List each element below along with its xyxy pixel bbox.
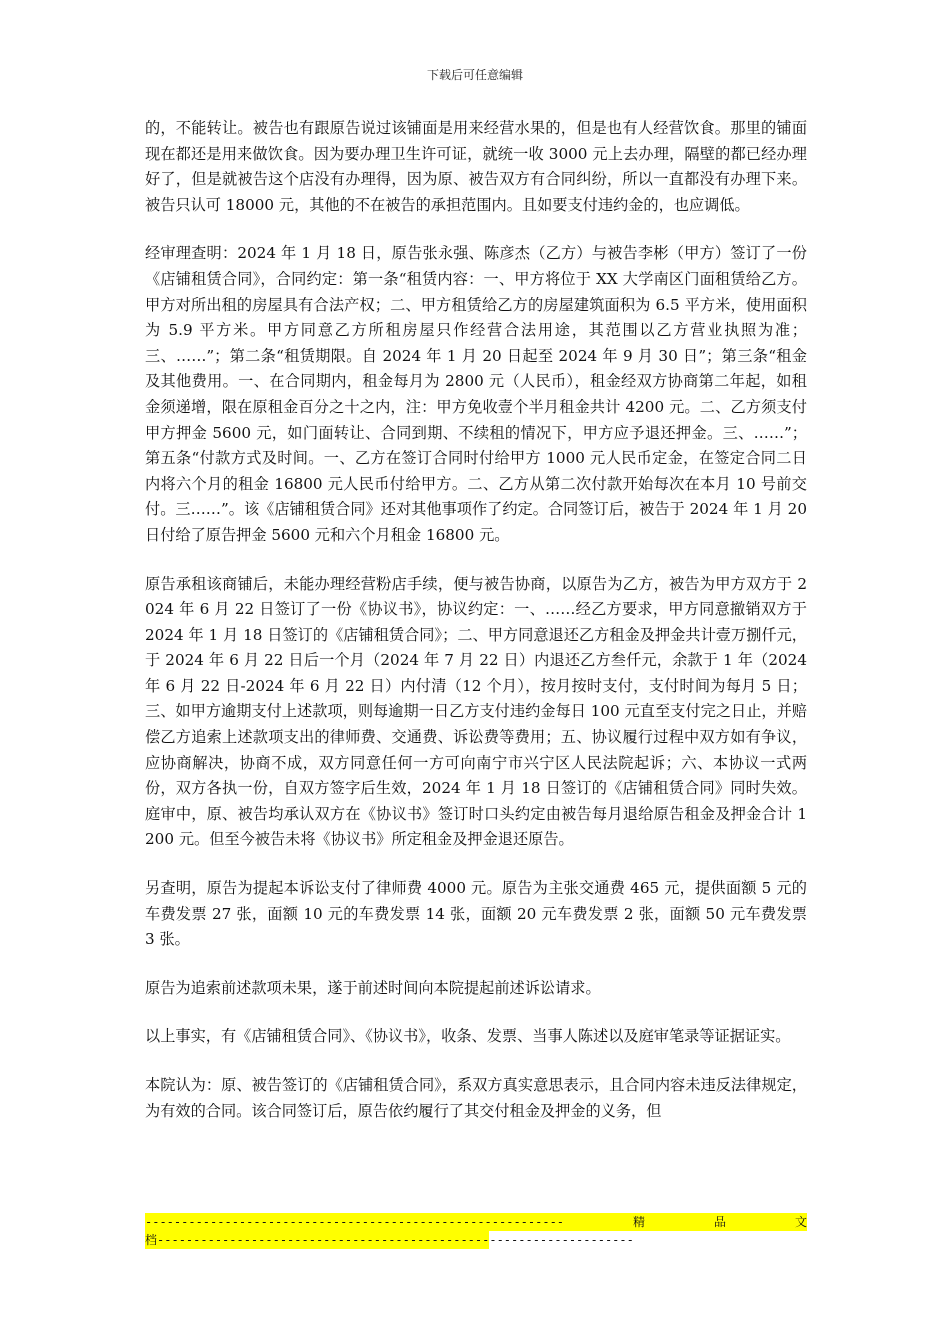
footer-char-jing: 精 <box>633 1215 646 1229</box>
footer-dashes: ---------------------------------------------------------- <box>145 1215 565 1229</box>
paragraph-evidence: 以上事实，有《店铺租赁合同》、《协议书》，收条、发票、当事人陈述以及庭审笔录等证据证实。 <box>145 1027 791 1046</box>
paragraph-facts-lease-contract: 经审理查明：2024 年 1 月 18 日，原告张永强、陈彦杰（乙方）与被告李彬（甲方）签订了一份《店铺租赁合同》，合同约定：第一条“租赁内容：一、甲方将位于 XX 大学南区门面租赁给乙方。甲方对所出租的房屋具有合法产权；二、甲方租赁给乙方的房屋建筑面积为 6.5 平方米，使用面积为 5.9 平方米。甲方同意乙方所租房屋只作经营合法用途，其范围以乙方营业执照为准；三、……”；第二条“租赁期限。自 2024 年 1 月 20 日起至 2024 年 9 月 30 日”；第三条“租金及其他费用。一、在合同期内，租金每月为 2800 元（人民币），租金经双方协商第二年起，如租金须递增，限在原租金百分之十之内，注：甲方免收壹个半月租金共计 4200 元。二、乙方须支付甲方押金 5600 元，如门面转让、合同到期、不续租的情况下，甲方应予退还押金。三、……”；第五条“付款方式及时间。一、乙方在签订合同时付给甲方 1000 元人民币定金，在签定合同二日内将六个月的租金 16800 元人民币付给甲方。二、乙方从第二次付款开始每次在本月 10 号前交付。三……”。该《店铺租赁合同》还对其他事项作了约定。合同签订后，被告于 2024 年 1 月 20 日付给了原告押金 5600 元和六个月租金 16800 元。 <box>145 244 807 544</box>
paragraph-further-findings: 另查明，原告为提起本诉讼支付了律师费 4000 元。原告为主张交通费 465 元，提供面额 5 元的车费发票 27 张，面额 10 元的车费发票 14 张，面额 20 元车费发票 2 张，面额 50 元车费发票 3 张。 <box>145 879 807 949</box>
footer-char-wen: 文 <box>794 1215 807 1229</box>
paragraph-facts-agreement: 原告承租该商铺后，未能办理经营粉店手续，便与被告协商，以原告为乙方，被告为甲方双方于 2024 年 6 月 22 日签订了一份《协议书》，协议约定：一、……经乙方要求，甲方同意撤销双方于 2024 年 1 月 18 日签订的《店铺租赁合同》；二、甲方同意退还乙方租金及押金共计壹万捌仟元，于 2024 年 6 月 22 日后一个月（2024 年 7 月 22 日）内退还乙方叁仟元，余款于 1 年（2024 年 6 月 22 日-2024 年 6 月 22 日）内付清（12 个月），按月按时支付，支付时间为每月 5 日；三、如甲方逾期支付上述款项，则每逾期一日乙方支付违约金每日 100 元直至支付完之日止，并赔偿乙方追索上述款项支出的律师费、交通费、诉讼费等费用；五、协议履行过程中双方如有争议，应协商解决，协商不成，双方同意任何一方可向南宁市兴宁区人民法院起诉；六、本协议一式两份，双方各执一份，自双方签字后生效，2024 年 1 月 18 日签订的《店铺租赁合同》同时失效。庭审中，原、被告均承认双方在《协议书》签订时口头约定由被告每月退给原告租金及押金合计 1200 元。但至今被告未将《协议书》所定租金及押金退还原告。 <box>145 574 807 849</box>
document-body <box>145 116 807 1147</box>
footer-char-pin: 品 <box>713 1215 726 1229</box>
paragraph-claim-reason: 原告为追索前述款项未果，遂于前述时间向本院提起前述诉讼请求。 <box>145 978 601 997</box>
footer-dashes-2: ------------------------------------------------------------------ <box>157 1233 634 1247</box>
footer-watermark-band <box>145 1213 807 1249</box>
footer-line-1 <box>145 1213 807 1231</box>
footer-char-dang: 档 <box>145 1233 158 1247</box>
page-header: 下载后可任意编辑 <box>426 68 523 82</box>
paragraph-defense-statement: 的，不能转让。被告也有跟原告说过该铺面是用来经营水果的，但是也有人经营饮食。那里的铺面现在都还是用来做饮食。因为要办理卫生许可证，就统一收 3000 元上去办理，隔壁的都已经办理好了，但是就被告这个店没有办理得，因为原、被告双方有合同纠纷，所以一直都没有办理下来。被告只认可 18000 元，其他的不在被告的承担范围内。且如要支付违约金的，也应调低。 <box>145 119 807 214</box>
paragraph-court-opinion: 本院认为：原、被告签订的《店铺租赁合同》，系双方真实意思表示，且合同内容未违反法律规定，为有效的合同。该合同签订后，原告依约履行了其交付租金及押金的义务，但 <box>145 1076 807 1120</box>
footer-line-2 <box>145 1231 634 1249</box>
